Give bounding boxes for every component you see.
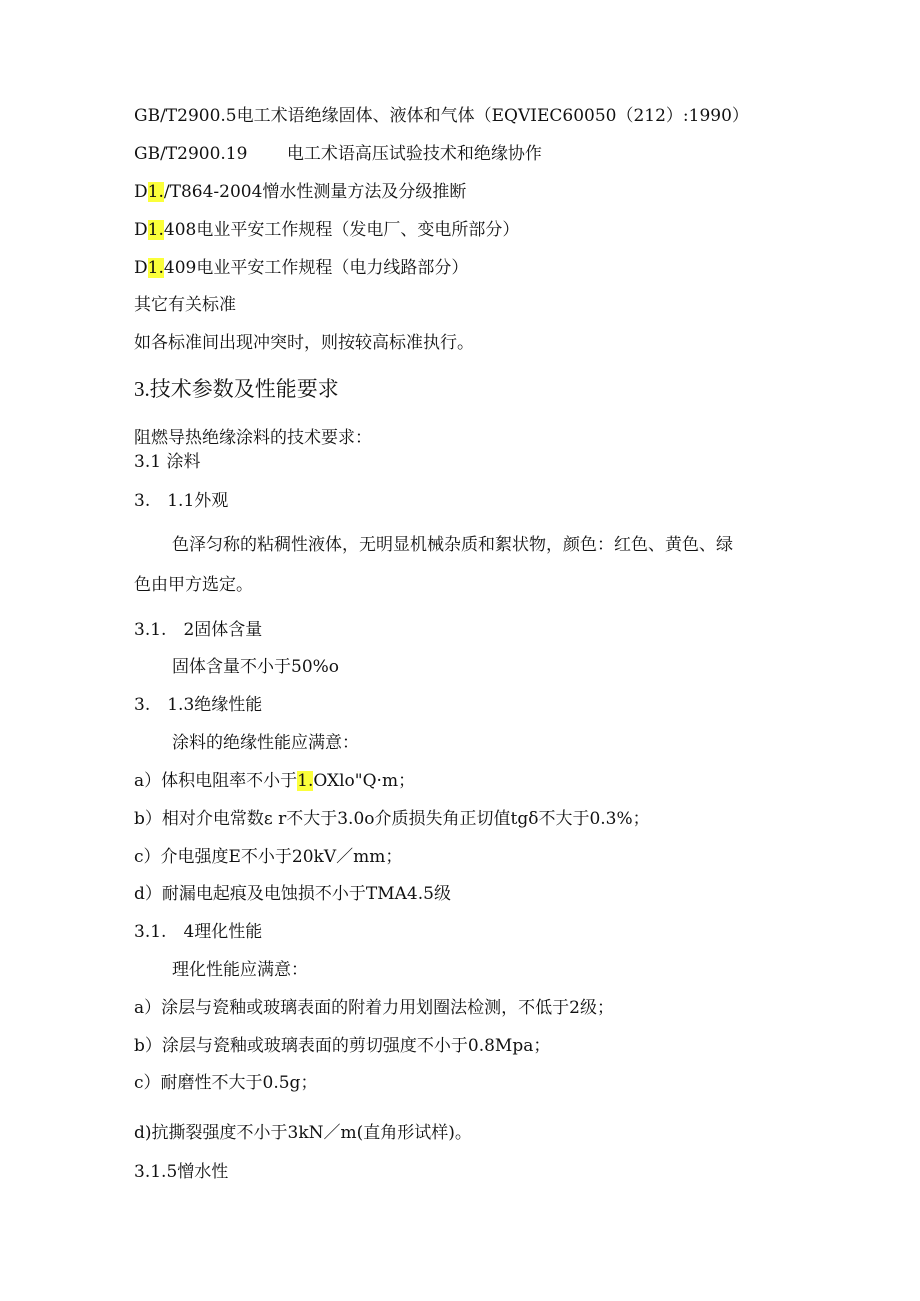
text-line (134, 332, 474, 354)
text-line (134, 694, 262, 716)
text-segment: a）涂层与瓷釉或玻璃表面的附着力用划圈法检测，不低于2级； (134, 998, 614, 1018)
text-line (134, 451, 200, 473)
text-line (134, 846, 402, 868)
text-segment: c）耐磨性不大于0.5g； (134, 1073, 318, 1093)
text-segment: D (134, 220, 148, 240)
text-line (134, 257, 468, 279)
text-segment: 3.1.5憎水性 (134, 1162, 229, 1182)
text-segment: 阻燃导热绝缘涂料的技术要求： (134, 428, 372, 448)
text-segment: a）体积电阻率不小于 (134, 771, 298, 791)
text-segment: b）涂层与瓷釉或玻璃表面的剪切强度不小于0.8Mpa； (134, 1036, 551, 1056)
text-line (134, 427, 372, 449)
text-line (134, 921, 262, 943)
text-line (172, 656, 339, 678)
text-line (172, 959, 308, 981)
text-segment: 固体含量不小于50%o (172, 657, 340, 677)
text-segment: b）相对介电常数ε r不大于3.0o介质损失角正切值tgδ不大于0.3%； (134, 809, 650, 829)
text-line (134, 883, 451, 905)
text-line (172, 534, 733, 556)
text-segment: 3.1 涂料 (134, 452, 201, 472)
text-segment: 3.1. 2固体含量 (134, 620, 263, 640)
text-line (134, 619, 262, 641)
text-segment: 涂料的绝缘性能应满意： (172, 733, 359, 753)
text-line (134, 997, 614, 1019)
text-line (172, 732, 359, 754)
highlighted-text: 1. (147, 220, 164, 240)
text-line (134, 1035, 550, 1057)
text-segment: /T864-2004憎水性测量方法及分级推断 (163, 182, 467, 202)
text-segment: 如各标准间出现冲突时，则按较高标准执行。 (134, 333, 474, 353)
text-segment: d)抗撕裂强度不小于3kN／m(直角形试样)。 (134, 1123, 472, 1143)
text-segment: 3.1. 4理化性能 (134, 922, 263, 942)
highlighted-text: 1. (297, 771, 314, 791)
text-segment: 409电业平安工作规程（电力线路部分） (163, 258, 469, 278)
text-line (134, 1122, 472, 1144)
text-line (134, 1072, 317, 1094)
highlighted-text: 1. (147, 258, 164, 278)
text-line (134, 770, 415, 792)
text-line (134, 219, 519, 241)
text-line (134, 574, 253, 596)
text-segment: OXlo"Q·m； (313, 771, 416, 791)
text-segment: 色由甲方选定。 (134, 575, 253, 595)
text-segment: 3.技术参数及性能要求 (134, 377, 339, 401)
text-line (134, 181, 466, 203)
highlighted-text: 1. (147, 182, 164, 202)
text-segment: 其它有关标准 (134, 295, 236, 315)
text-line (134, 294, 236, 316)
text-line (134, 143, 542, 165)
text-segment: GB/T2900.5电工术语绝缘固体、液体和气体（EQVIEC60050（212）:1990） (134, 106, 749, 126)
text-segment: 3. 1.3绝缘性能 (134, 695, 263, 715)
text-line (134, 490, 228, 512)
section-heading (134, 376, 339, 402)
text-segment: D (134, 258, 148, 278)
text-segment: 理化性能应满意： (172, 960, 308, 980)
text-segment: GB/T2900.19 电工术语高压试验技术和绝缘协作 (134, 144, 542, 164)
text-line (134, 808, 650, 830)
text-line (134, 1161, 228, 1183)
text-line (134, 105, 749, 127)
text-segment: 色泽匀称的粘稠性液体，无明显机械杂质和絮状物，颜色：红色、黄色、绿 (172, 535, 733, 555)
text-segment: d）耐漏电起痕及电蚀损不小于TMA4.5级 (134, 884, 451, 904)
text-segment: 3. 1.1外观 (134, 491, 229, 511)
text-segment: 408电业平安工作规程（发电厂、变电所部分） (163, 220, 520, 240)
text-segment: D (134, 182, 148, 202)
text-segment: c）介电强度E不小于20kV／mm； (134, 847, 403, 867)
